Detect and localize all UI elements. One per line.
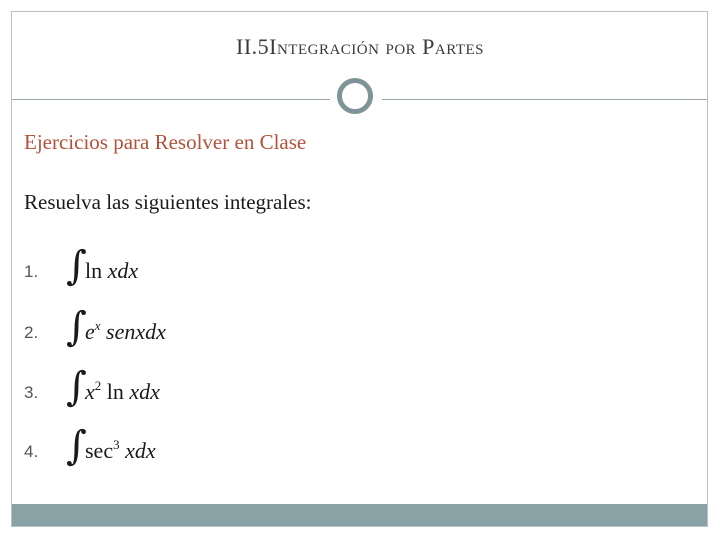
integral-expression xyxy=(85,438,156,464)
integral-expression xyxy=(85,319,166,345)
exercise-number: 1. xyxy=(24,262,39,281)
integral-expression xyxy=(85,258,138,284)
expr-rest-italic: xdx xyxy=(129,379,160,404)
integral-symbol: ∫ xyxy=(66,423,87,469)
slide-title: II.5Integración por Partes xyxy=(236,34,484,59)
expr-part: ln xyxy=(85,258,103,283)
expr-superscript: x xyxy=(94,318,101,333)
expr-rest: senxdx xyxy=(100,319,166,344)
divider-circle-ornament xyxy=(337,78,373,114)
integral-symbol: ∫ xyxy=(66,243,87,289)
instructions-text: Resuelva las siguientes integrales: xyxy=(24,190,312,214)
integral-expression xyxy=(85,379,160,405)
expr-rest: xdx xyxy=(119,438,156,463)
expr-part: xdx xyxy=(102,258,139,283)
expr-superscript: 3 xyxy=(113,437,120,452)
integral-symbol: ∫ xyxy=(66,304,87,350)
integral-symbol: ∫ xyxy=(66,364,87,410)
expr-superscript: 2 xyxy=(94,378,102,393)
expr-base: e xyxy=(85,319,95,344)
footer-bar xyxy=(12,504,707,526)
expr-base: x xyxy=(85,379,95,404)
expr-base: sec xyxy=(85,438,114,463)
exercise-number: 3. xyxy=(24,383,39,402)
exercise-number: 2. xyxy=(24,323,39,342)
section-subtitle: Ejercicios para Resolver en Clase xyxy=(24,130,307,154)
expr-rest-plain: ln xyxy=(101,379,130,404)
exercise-number: 4. xyxy=(24,442,39,461)
